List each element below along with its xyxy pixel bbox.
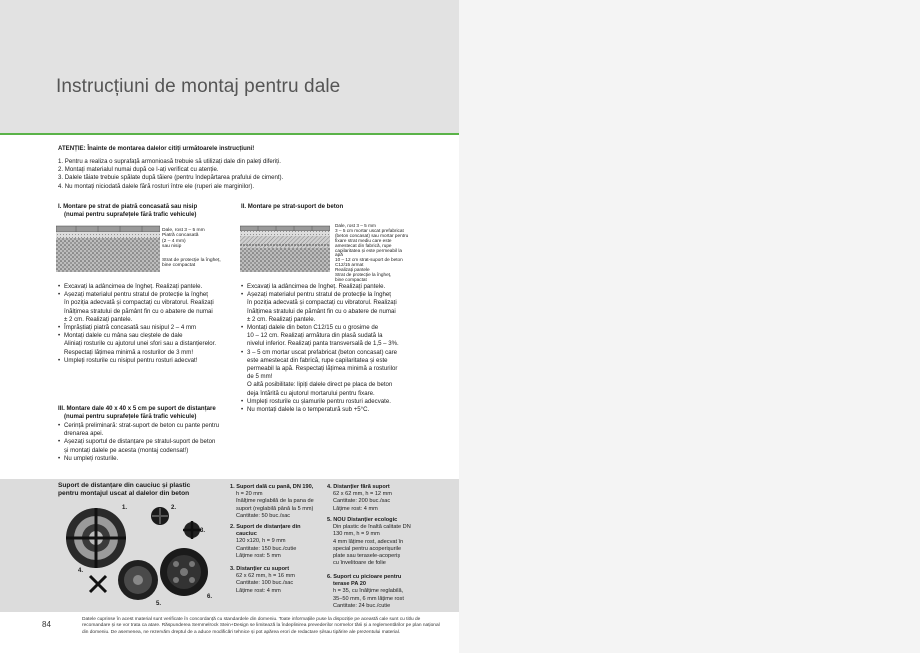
product-line: h = 20 mm bbox=[236, 491, 263, 498]
product-heading: 5. NOU Distanțier ecologic bbox=[327, 517, 398, 523]
product-box-title bbox=[58, 482, 190, 499]
diagram-label: amestecat din fabrică, rupe bbox=[335, 242, 392, 248]
product-photo-4 bbox=[90, 576, 106, 592]
product-line: Cantitate: 24 buc./cutie bbox=[333, 602, 391, 609]
warning-text: ATENȚIE: Înainte de montarea dalelor citiți următoarele instrucțiuni! bbox=[58, 145, 255, 152]
section-3-title-line: III. Montare dale 40 x 40 x 5 cm pe suport de distanțare bbox=[58, 405, 216, 412]
product-line: 62 x 62 mm, h = 12 mm bbox=[333, 491, 392, 498]
product-photo-6 bbox=[160, 548, 208, 596]
bullet-item-cont: de 5 mm! bbox=[247, 373, 273, 381]
product-box-title-line: Suport de distanțare din cauciuc și plastic bbox=[58, 482, 191, 489]
product-marker: 5. bbox=[156, 601, 162, 607]
bullet-item: • Umpleți rosturile cu nisipul pentru rosturi adecvat! bbox=[58, 357, 216, 365]
product-line: 62 x 62 mm, h = 16 mm bbox=[236, 573, 295, 580]
diagram-label: 3 – 5 cm mortar uscat prefabricat bbox=[335, 227, 404, 233]
product-line: suport (reglabilă până la 5 mm) bbox=[236, 505, 314, 512]
diagram-label: Realizați pantele bbox=[335, 267, 370, 273]
diagram-label: sau nisip bbox=[162, 244, 182, 250]
product-box-title-line: pentru montajul uscat al dalelor din beton bbox=[58, 490, 190, 498]
page bbox=[0, 0, 459, 653]
bullet-item-cont: Aliniați rosturile cu ajutorul unei sfori sau a distanțierelor. bbox=[64, 340, 217, 348]
product-line: 130 mm, h = 9 mm bbox=[333, 531, 380, 538]
bullet-item: Așezați materialul pentru stratul de protecție la îngheț bbox=[247, 291, 391, 299]
product-marker: 6. bbox=[207, 594, 213, 600]
product-line: Lățime rost: 4 mm bbox=[333, 505, 378, 512]
section-3-bullets bbox=[58, 422, 219, 463]
bullet-item-cont: în poziția adecvată și compactați cu vibratorul. Realizați bbox=[247, 299, 397, 307]
product-line: h = 35, cu înălțime reglabilă, bbox=[333, 588, 404, 595]
bullet-item: • Excavați la adâncimea de îngheț. Realizați pantele. bbox=[58, 283, 216, 291]
header-divider bbox=[0, 133, 459, 135]
numbered-item: 2. Montați materialul numai după ce l-ați verificat cu atenție. bbox=[58, 166, 219, 174]
section-2-bullets bbox=[241, 283, 399, 414]
bullet-item-cont: este amestecat din fabrică, rupe capilaritatea și este bbox=[247, 356, 388, 364]
product-info-3 bbox=[230, 566, 295, 595]
diagram-1-labels bbox=[162, 228, 221, 268]
bullet-item: Montați dalele cu mâna sau cleștele de dale bbox=[64, 332, 183, 340]
numbered-item: 1. Pentru a realiza o suprafață armonioasă trebuie să utilizați dale din paleți diferiți. bbox=[58, 158, 281, 165]
bullet-item-cont: Respectați lățimea minimă a rosturilor de 3 mm! bbox=[64, 348, 194, 356]
product-photo-3 bbox=[183, 521, 201, 539]
bullet-item: • Umpleți rosturile cu șlamurile pentru rosturi adecvate. bbox=[241, 398, 399, 406]
product-marker: 1. bbox=[122, 505, 128, 511]
bullet-item-cont: înălțimea stratului de pământ fin cu o abatere de numai bbox=[64, 307, 213, 315]
bullet-item: • Nu montați dalele la o temperatură sub +5°C. bbox=[241, 406, 399, 414]
product-line: Lățime rost: 4 mm bbox=[236, 587, 281, 594]
numbered-item: 4. Nu montați niciodată dalele fără rosturi între ele (ruperi ale marginilor). bbox=[58, 182, 255, 190]
diagram-label: Strat de protecție la îngheț, bbox=[162, 257, 221, 263]
diagram-2-labels bbox=[335, 224, 408, 283]
product-info-6 bbox=[327, 574, 404, 610]
product-line: Din plastic de înaltă calitate DN bbox=[333, 524, 411, 531]
product-line: Cantitate: 200 buc./sac bbox=[333, 498, 391, 505]
diagram-label: 10 – 12 cm strat-suport de beton bbox=[335, 257, 403, 263]
numbered-item: 3. Dalele tăiate trebuie spălate după tăiere (pentru îndepărtarea prafului de ciment). bbox=[58, 174, 284, 182]
product-info-5 bbox=[327, 517, 411, 567]
numbered-list bbox=[58, 158, 283, 191]
product-photo-5 bbox=[118, 560, 158, 600]
product-marker: 3. bbox=[200, 528, 206, 534]
product-line: Cantitate: 100 buc./sac bbox=[236, 580, 294, 587]
product-info-4 bbox=[327, 484, 392, 513]
bullet-item: • Împrăștiați piatră concasată sau nisipul 2 – 4 mm bbox=[58, 324, 216, 332]
bullet-item: Cerință preliminară: strat-suport de beton cu pante pentru bbox=[64, 422, 220, 429]
diagram-label: C12/15 armat bbox=[335, 262, 364, 268]
product-line: Cantitate: 150 buc./cutie bbox=[236, 545, 297, 552]
product-heading: 1. Suport dală cu pană, DN 190, bbox=[230, 484, 314, 490]
bullet-item: • Excavați la adâncimea de îngheț. Realizați pantele. bbox=[241, 283, 399, 291]
product-line: 4 mm lățime rost, adecvat în bbox=[333, 538, 404, 545]
product-line: plate sau terasele-acoperiș bbox=[333, 553, 401, 560]
diagram-gravel-bed bbox=[56, 224, 160, 272]
bullet-item-cont: O altă posibilitate: lipiți dalele direct pe placa de beton bbox=[247, 381, 393, 389]
diagram-label: bine compactat bbox=[335, 276, 367, 282]
bullet-item-cont: înălțimea stratului de pământ fin cu o abatere de numai bbox=[247, 307, 396, 315]
product-line: 35–50 mm, 6 mm lățime rost bbox=[333, 595, 404, 602]
diagram-label: capilaritatea și este permeabil la bbox=[335, 247, 402, 253]
bullet-item: 3 – 5 cm mortar uscat prefabricat (beton concasat) care bbox=[247, 348, 398, 356]
bullet-item-cont: drenarea apei. bbox=[64, 430, 104, 438]
bullet-item-cont: ± 2 cm. Realizați pantele. bbox=[247, 315, 316, 323]
product-photo-2 bbox=[151, 507, 169, 525]
product-heading: 6. Suport cu picioare pentru bbox=[327, 574, 402, 580]
product-marker: 2. bbox=[171, 505, 177, 511]
product-line: Cantitate: 50 buc./sac bbox=[236, 512, 291, 519]
bullet-item-cont: permeabil la apă. Respectați lățimea minimă a rosturilor bbox=[247, 365, 398, 373]
product-heading: 3. Distanțier cu suport bbox=[230, 566, 290, 572]
page-title: Instrucțiuni de montaj pentru dale bbox=[56, 76, 341, 97]
product-line: cu învelitoare de folie bbox=[333, 560, 386, 567]
bullet-item: Așezați materialul pentru stratul de protecție la îngheț bbox=[64, 291, 208, 299]
diagram-label: Strat de protecție la îngheț, bbox=[335, 272, 392, 278]
product-heading: 2. Suport de distanțare din bbox=[230, 524, 301, 530]
diagram-label: (2 – 4 mm) bbox=[162, 238, 186, 244]
diagram-label: fixare strat mediu care este bbox=[335, 237, 392, 243]
bullet-item-cont: în poziția adecvată și compactați cu vibratorul. Realizați bbox=[64, 299, 214, 307]
diagram-label: (beton concasat) sau mortar pentru bbox=[335, 232, 409, 238]
bullet-item: Montați dalele din beton C12/15 cu o grosime de bbox=[247, 324, 379, 332]
product-line: 120 x120, h = 9 mm bbox=[236, 538, 286, 545]
bullet-item: • Nu umpleți rosturile. bbox=[58, 455, 219, 463]
diagram-label: Dale, rost 3 – 5 mm bbox=[335, 223, 376, 228]
bullet-item-cont: și montați dalele pe acesta (montaj codensat!) bbox=[64, 446, 189, 454]
product-marker: 4. bbox=[78, 568, 84, 574]
product-line: Lățime rost: 5 mm bbox=[236, 552, 281, 559]
product-info-2 bbox=[230, 524, 301, 560]
footnote-line: recomandare și se vor trata ca atare. Răspunderea Semmelrock Stein+Design se limitează la îndeplinirea prevederilor normelor tării și a reglementărilor pe plan național bbox=[82, 623, 440, 629]
product-info-1 bbox=[230, 484, 314, 520]
footnote-line: din domeniu. De asemenea, ne rezervăm dreptul de a aduce modificări tehnice și pot apărea erori de redactare și/sau tipărire ale prezentului material. bbox=[82, 629, 401, 635]
bullet-item-cont: 10 – 12 cm. Realizați armătura din plasă sudată la bbox=[247, 332, 383, 340]
bullet-item: Așezați suportul de distanțare pe stratul-suport de beton bbox=[64, 438, 216, 446]
bullet-item-cont: deja întărită cu ajutorul mortarului pentru fixare. bbox=[247, 389, 375, 397]
diagram-label: Piatră concasată bbox=[162, 233, 199, 239]
section-2-title: II. Montare pe strat-suport de beton bbox=[241, 203, 344, 210]
page-number: 84 bbox=[42, 620, 51, 629]
footnote-line: Datele cuprinse în acest material sunt verificate în concordanță cu standardele din domeniu. Toate informațiile puse la dispoziție pe această cale sunt cu titlu de bbox=[82, 617, 421, 622]
product-line: special pentru acoperișurile bbox=[333, 545, 402, 552]
product-photo-1 bbox=[66, 508, 126, 568]
section-1-bullets bbox=[58, 283, 216, 365]
footnote bbox=[82, 617, 440, 636]
product-heading-cont: cauciuc bbox=[236, 531, 257, 538]
bullet-item-cont: ± 2 cm. Realizați pantele. bbox=[64, 315, 133, 323]
section-1-subtitle: (numai pentru suprafețele fără trafic vehicule) bbox=[64, 211, 197, 219]
diagram-label: bine compactat bbox=[162, 263, 196, 269]
product-heading-cont: terase PA 20 bbox=[333, 581, 366, 588]
section-1-title bbox=[58, 203, 197, 219]
product-line: înălțime reglabilă de la pana de bbox=[236, 498, 314, 505]
section-3-title bbox=[58, 405, 216, 421]
diagram-label: Dale, rost 3 – 5 mm bbox=[162, 228, 205, 233]
diagram-label: apă bbox=[335, 252, 343, 258]
product-heading: 4. Distanțier fără suport bbox=[327, 484, 390, 490]
header-band bbox=[0, 0, 459, 133]
diagram-concrete-bed bbox=[240, 224, 330, 272]
product-photos bbox=[56, 500, 224, 610]
section-3-subtitle: (numai pentru suprafețele fără trafic vehicule) bbox=[64, 413, 197, 421]
bullet-item-cont: nivelul inferior. Realizați panta transversală de 1,5 – 3%. bbox=[247, 340, 399, 348]
section-1-title-line: I. Montare pe strat de piatră concasată sau nisip bbox=[58, 203, 198, 210]
